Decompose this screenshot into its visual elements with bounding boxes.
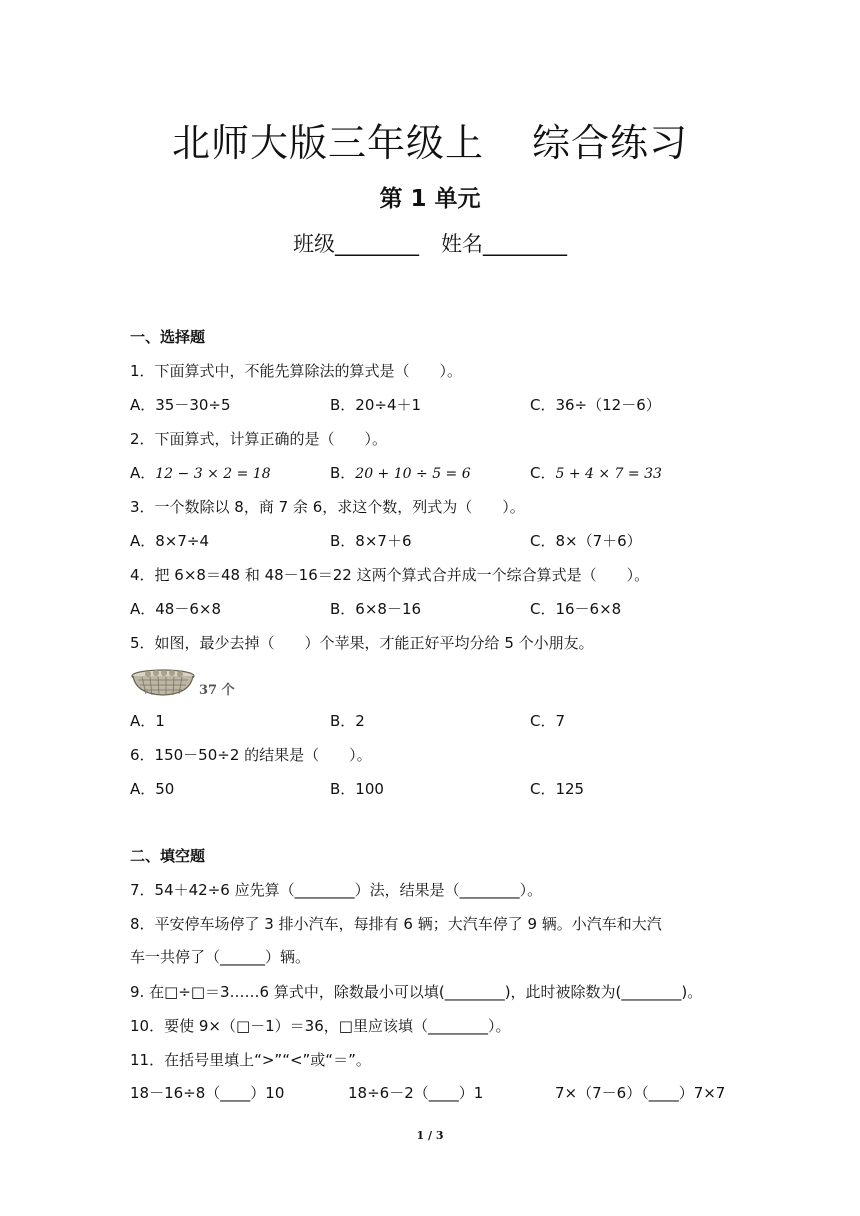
q2-option-a <box>130 462 271 483</box>
name-field: 姓名________ <box>441 232 567 256</box>
q4-option-c: C．16－6×8 <box>530 600 622 618</box>
q6-option-a: A．50 <box>130 780 175 798</box>
q5-option-b: B．2 <box>330 712 365 730</box>
apple-count-label: 37 个 <box>199 683 235 698</box>
q2-a-expr: 12 − 3 × 2 = 18 <box>155 466 271 482</box>
question-4: 4．把 6×8＝48 和 48－16＝22 这两个算式合并成一个综合算式是（ ）。 <box>130 566 650 584</box>
q1-option-c: C．36÷（12－6） <box>530 396 661 414</box>
section-heading-choice: 一、选择题 <box>130 328 206 346</box>
q1-option-b: B．20÷4＋1 <box>330 396 422 414</box>
question-2: 2．下面算式，计算正确的是（ ）。 <box>130 430 388 448</box>
title-part1: 北师大版三年级上 <box>171 121 484 165</box>
apple-basket-image <box>130 668 196 698</box>
question-5: 5．如图，最少去掉（ ）个苹果，才能正好平均分给 5 个小朋友。 <box>130 634 594 652</box>
question-3: 3．一个数除以 8，商 7 余 6，求这个数，列式为（ ）。 <box>130 498 525 516</box>
q2-b-label: B． <box>330 464 356 482</box>
q11-item-b: 18÷6－2（____）1 <box>348 1084 484 1102</box>
q5-option-c: C．7 <box>530 712 566 730</box>
q2-c-expr: 5 + 4 × 7 = 33 <box>555 466 662 482</box>
q3-option-b: B．8×7＋6 <box>330 532 412 550</box>
q11-item-c: 7×（7－6）（____）7×7 <box>555 1084 726 1102</box>
q2-option-b <box>330 462 471 483</box>
q3-option-c: C．8×（7＋6） <box>530 532 642 550</box>
question-6: 6．150－50÷2 的结果是（ ）。 <box>130 746 372 764</box>
q6-option-c: C．125 <box>530 780 585 798</box>
student-info <box>0 228 860 258</box>
question-11: 11．在括号里填上“>”“<”或“＝”。 <box>130 1051 371 1069</box>
q2-b-expr: 20 + 10 ÷ 5 = 6 <box>355 466 471 482</box>
question-1: 1．下面算式中，不能先算除法的算式是（ ）。 <box>130 362 463 380</box>
question-7: 7．54＋42÷6 应先算（________）法，结果是（________）。 <box>130 881 543 899</box>
q2-option-c <box>530 462 662 483</box>
q3-option-a: A．8×7÷4 <box>130 532 210 550</box>
q2-c-label: C． <box>530 464 556 482</box>
page-subtitle: 第 1 单元 <box>379 186 481 212</box>
q4-option-b: B．6×8－16 <box>330 600 422 618</box>
q11-item-a: 18－16÷8（____）10 <box>130 1084 285 1102</box>
q6-option-b: B．100 <box>330 780 384 798</box>
title-part2: 综合练习 <box>532 121 689 165</box>
page-title <box>0 112 860 167</box>
q5-option-a: A．1 <box>130 712 165 730</box>
question-8-line2: 车一共停了（______）辆。 <box>130 948 311 966</box>
q1-option-a: A．35－30÷5 <box>130 396 231 414</box>
question-9: 9. 在□÷□＝3……6 算式中，除数最小可以填(________)，此时被除数为(________)。 <box>130 983 703 1001</box>
page-number: 1 / 3 <box>416 1129 444 1142</box>
question-8-line1: 8．平安停车场停了 3 排小汽车，每排有 6 辆；大汽车停了 9 辆。小汽车和大汽 <box>130 915 662 933</box>
q2-a-label: A． <box>130 464 156 482</box>
q4-option-a: A．48－6×8 <box>130 600 222 618</box>
class-field: 班级________ <box>293 232 419 256</box>
question-10: 10．要使 9×（□－1）＝36，□里应该填（________）。 <box>130 1017 511 1035</box>
section-heading-fill: 二、填空题 <box>130 847 206 865</box>
